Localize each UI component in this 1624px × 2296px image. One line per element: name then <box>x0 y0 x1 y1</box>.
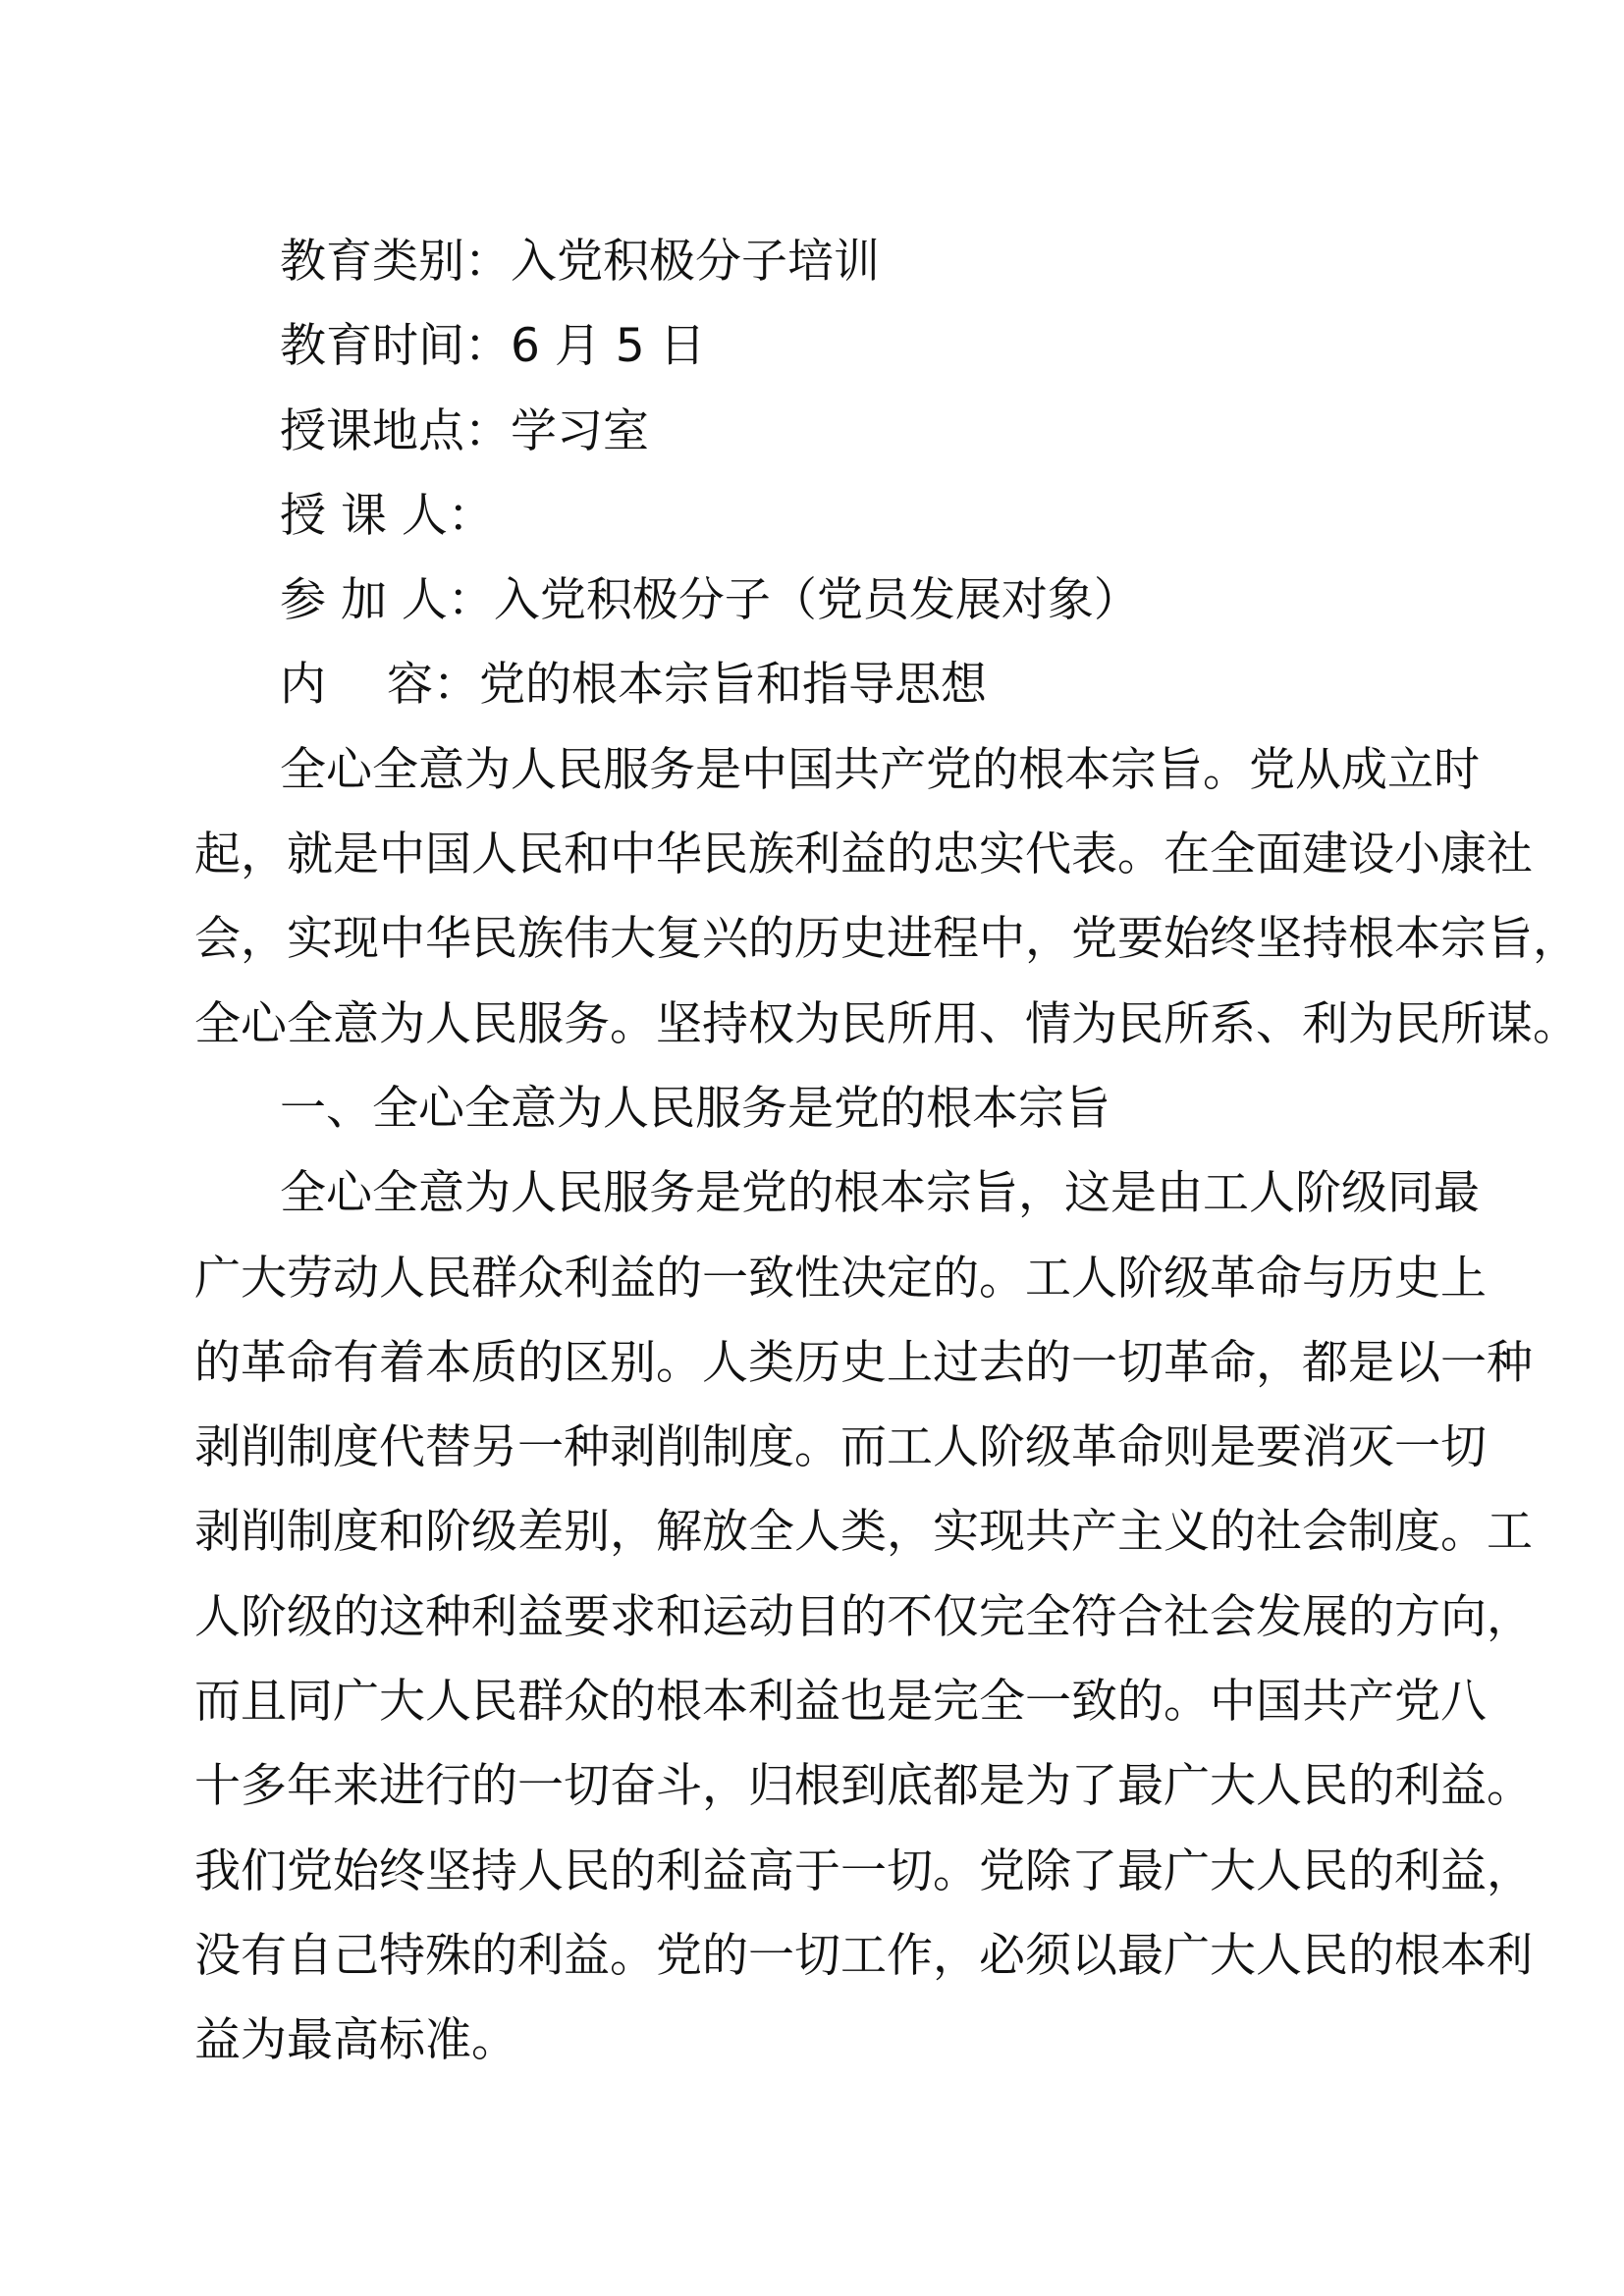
paragraph-line: 的革命有着本质的区别。人类历史上过去的一切革命，都是以一种 <box>194 1335 1533 1390</box>
paragraph-line: 会，实现中华民族伟大复兴的历史进程中，党要始终坚持根本宗旨， <box>194 912 1579 967</box>
meta-value: 学习室 <box>511 403 649 458</box>
meta-field <box>194 559 1439 643</box>
paragraph-line: 全心全意为人民服务是党的根本宗旨，这是由工人阶级同最 <box>280 1166 1480 1221</box>
paragraph-line: 起，就是中国人民和中华民族利益的忠实代表。在全面建设小康社 <box>194 828 1533 882</box>
paragraph-line: 一、全心全意为人民服务是党的根本宗旨 <box>280 1081 1110 1136</box>
paragraph-line: 全心全意为人民服务是中国共产党的根本宗旨。党从成立时 <box>280 742 1480 797</box>
paragraph-line: 十多年来进行的一切奋斗，归根到底都是为了最广大人民的利益。 <box>194 1759 1533 1814</box>
paragraph-line: 剥削制度代替另一种剥削制度。而工人阶级革命则是要消灭一切 <box>194 1420 1487 1475</box>
paragraph-line: 人阶级的这种利益要求和运动目的不仅完全符合社会发展的方向， <box>194 1589 1533 1644</box>
document-body <box>194 220 1579 2084</box>
meta-field <box>194 643 1439 727</box>
meta-label: 授 课 人： <box>280 488 494 543</box>
meta-label: 授课地点： <box>280 403 511 458</box>
meta-value: 入党积极分子培训 <box>511 235 880 289</box>
meta-value: 入党积极分子（党员发展对象） <box>493 573 1140 628</box>
paragraph-line: 没有自己特殊的利益。党的一切工作，必须以最广大人民的根本利 <box>194 1928 1533 1983</box>
meta-label: 教育时间： <box>280 319 511 374</box>
paragraph-line: 益为最高标准。 <box>194 2013 517 2068</box>
paragraph-line: 我们党始终坚持人民的利益高于一切。党除了最广大人民的利益， <box>194 1843 1533 1898</box>
meta-label: 内 容： <box>280 658 479 713</box>
meta-field <box>194 390 1439 474</box>
paragraph-line: 而且同广大人民群众的根本利益也是完全一致的。中国共产党八 <box>194 1675 1487 1730</box>
meta-field <box>194 220 1439 304</box>
paragraph <box>194 1151 1533 2083</box>
meta-label: 参 加 人： <box>280 573 494 628</box>
paragraph <box>194 1067 1439 1151</box>
paragraph-line: 剥削制度和阶级差别，解放全人类，实现共产主义的社会制度。工 <box>194 1505 1533 1560</box>
meta-field <box>194 474 1439 559</box>
meta-label: 教育类别： <box>280 235 511 289</box>
paragraph <box>194 728 1579 1067</box>
meta-field <box>194 304 1439 389</box>
meta-value: 6 月 5 日 <box>511 319 706 374</box>
meta-value: 党的根本宗旨和指导思想 <box>478 658 987 713</box>
paragraph-line: 广大劳动人民群众利益的一致性决定的。工人阶级革命与历史上 <box>194 1251 1487 1306</box>
paragraph-line: 全心全意为人民服务。坚持权为民所用、情为民所系、利为民所谋。 <box>194 996 1579 1051</box>
